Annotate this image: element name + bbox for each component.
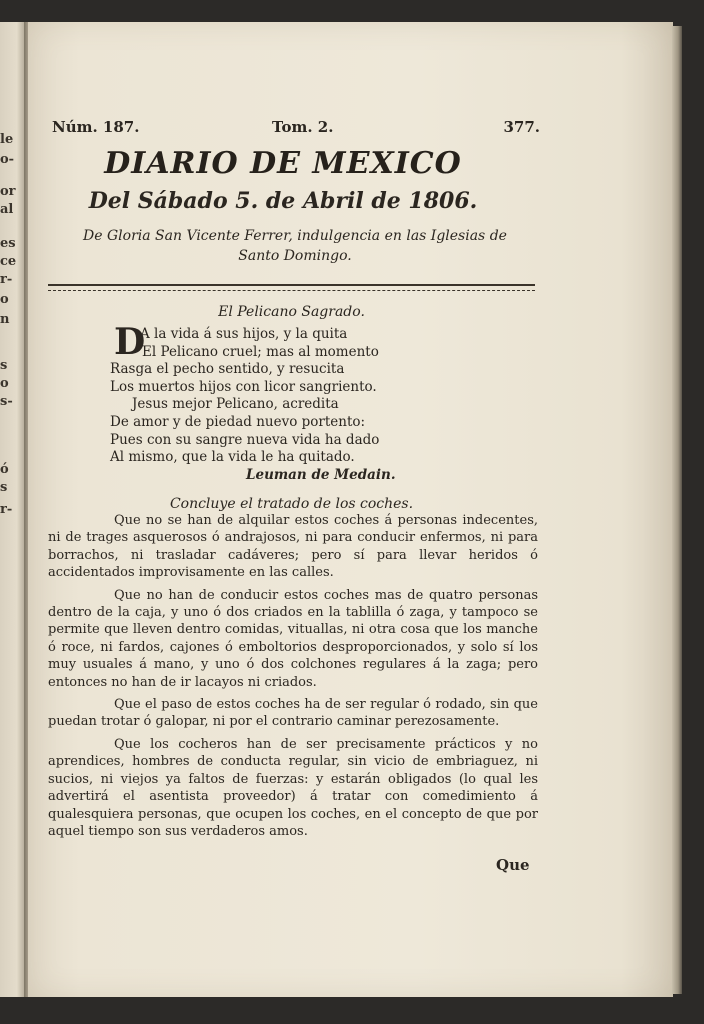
article-paragraph: Que los cocheros han de ser precisamente prácticos y no aprendices, hombres de conducta regular, sin vicio de embriaguez, ni sucios, ni viejos ya faltos de fuerzas: y estarán obligados (lo qual les advertirá el asentista proveedor) á tratar con comedimiento á qualesquiera personas, que ocupen los coches, en el concepto de que por aquel tiempo son sus verdaderos amos. bbox=[48, 736, 538, 839]
previous-page-text-fragment: n bbox=[0, 312, 10, 327]
previous-page-text-fragment: le bbox=[0, 132, 14, 147]
poem-line: Rasga el pecho sentido, y resucita bbox=[110, 361, 345, 378]
page-number: 377. bbox=[503, 118, 540, 136]
poem-body bbox=[110, 321, 530, 484]
poem-title: El Pelicano Sagrado. bbox=[218, 304, 365, 320]
previous-page-text-fragment: s bbox=[0, 480, 8, 495]
previous-page-text-fragment: s- bbox=[0, 394, 13, 409]
article-paragraph: Que no han de conducir estos coches mas de quatro personas dentro de la caja, y uno ó dos criados en la tablilla ó zaga, y tampoco se permite que lleven dentro comidas, vituallas, ni otra cosa que los manche ó roce, ni fardos, cajones ó emboltorios desproporcionados, y solo sí los muy usuales á mano, y uno ó dos colchones regulares á la zaga; pero entonces no han de ir lacayos ni criados. bbox=[48, 587, 538, 690]
article-body bbox=[48, 512, 538, 845]
poem-line: Jesus mejor Pelicano, acredita bbox=[132, 396, 339, 413]
poem-line: Pues con su sangre nueva vida ha dado bbox=[110, 431, 380, 448]
article-paragraph: Que el paso de estos coches ha de ser regular ó rodado, sin que puedan trotar ó galopar, ni por el contrario caminar perezosamente. bbox=[48, 697, 538, 730]
issue-number: Núm. 187. bbox=[52, 118, 140, 136]
previous-page-text-fragment: o bbox=[0, 376, 9, 391]
previous-page-text-fragment: s bbox=[0, 358, 8, 373]
catchword: Que bbox=[496, 856, 530, 874]
article-title: Concluye el tratado de los coches. bbox=[169, 496, 414, 512]
previous-page-text-fragment: ó bbox=[0, 462, 9, 477]
running-header bbox=[52, 118, 540, 140]
ornamental-rule bbox=[48, 284, 535, 291]
previous-page-edge bbox=[0, 22, 24, 997]
previous-page-text-fragment: r- bbox=[0, 272, 13, 287]
poem-line: Al mismo, que la vida le ha quitado. bbox=[110, 449, 355, 466]
drop-cap: D bbox=[114, 321, 146, 363]
poem-line: El Pelicano cruel; mas al momento bbox=[142, 343, 379, 360]
previous-page-text-fragment: o bbox=[0, 292, 9, 307]
masthead-title: DIARIO DE MEXICO bbox=[104, 146, 462, 181]
poem-line: Los muertos hijos con licor sangriento. bbox=[110, 378, 377, 395]
dateline: Del Sábado 5. de Abril de 1806. bbox=[88, 188, 478, 214]
previous-page-text-fragment: or bbox=[0, 184, 16, 199]
previous-page-text-fragment: al bbox=[0, 202, 14, 217]
tome-number: Tom. 2. bbox=[272, 118, 334, 136]
poem-line: De amor y de piedad nuevo portento: bbox=[110, 413, 366, 430]
previous-page-text-fragment: o- bbox=[0, 152, 15, 167]
previous-page-text-fragment: ce bbox=[0, 254, 17, 269]
poem-signature: Leuman de Medain. bbox=[246, 466, 396, 483]
previous-page-text-fragment: es bbox=[0, 236, 16, 251]
previous-page-text-fragment: r- bbox=[0, 502, 13, 517]
page-edge bbox=[672, 26, 682, 994]
poem-line: A la vida á sus hijos, y la quita bbox=[140, 326, 348, 342]
saint-of-the-day: De Gloria San Vicente Ferrer, indulgencia en las Iglesias de Santo Domingo. bbox=[83, 228, 507, 264]
article-paragraph: Que no se han de alquilar estos coches á personas indecentes, ni de trages asquerosos ó andrajosos, ni para conducir enfermos, ni para borrachos, ni trasladar cadáveres; pero sí para llevar heridos ó accidentados improvisamente en las calles. bbox=[48, 513, 538, 581]
